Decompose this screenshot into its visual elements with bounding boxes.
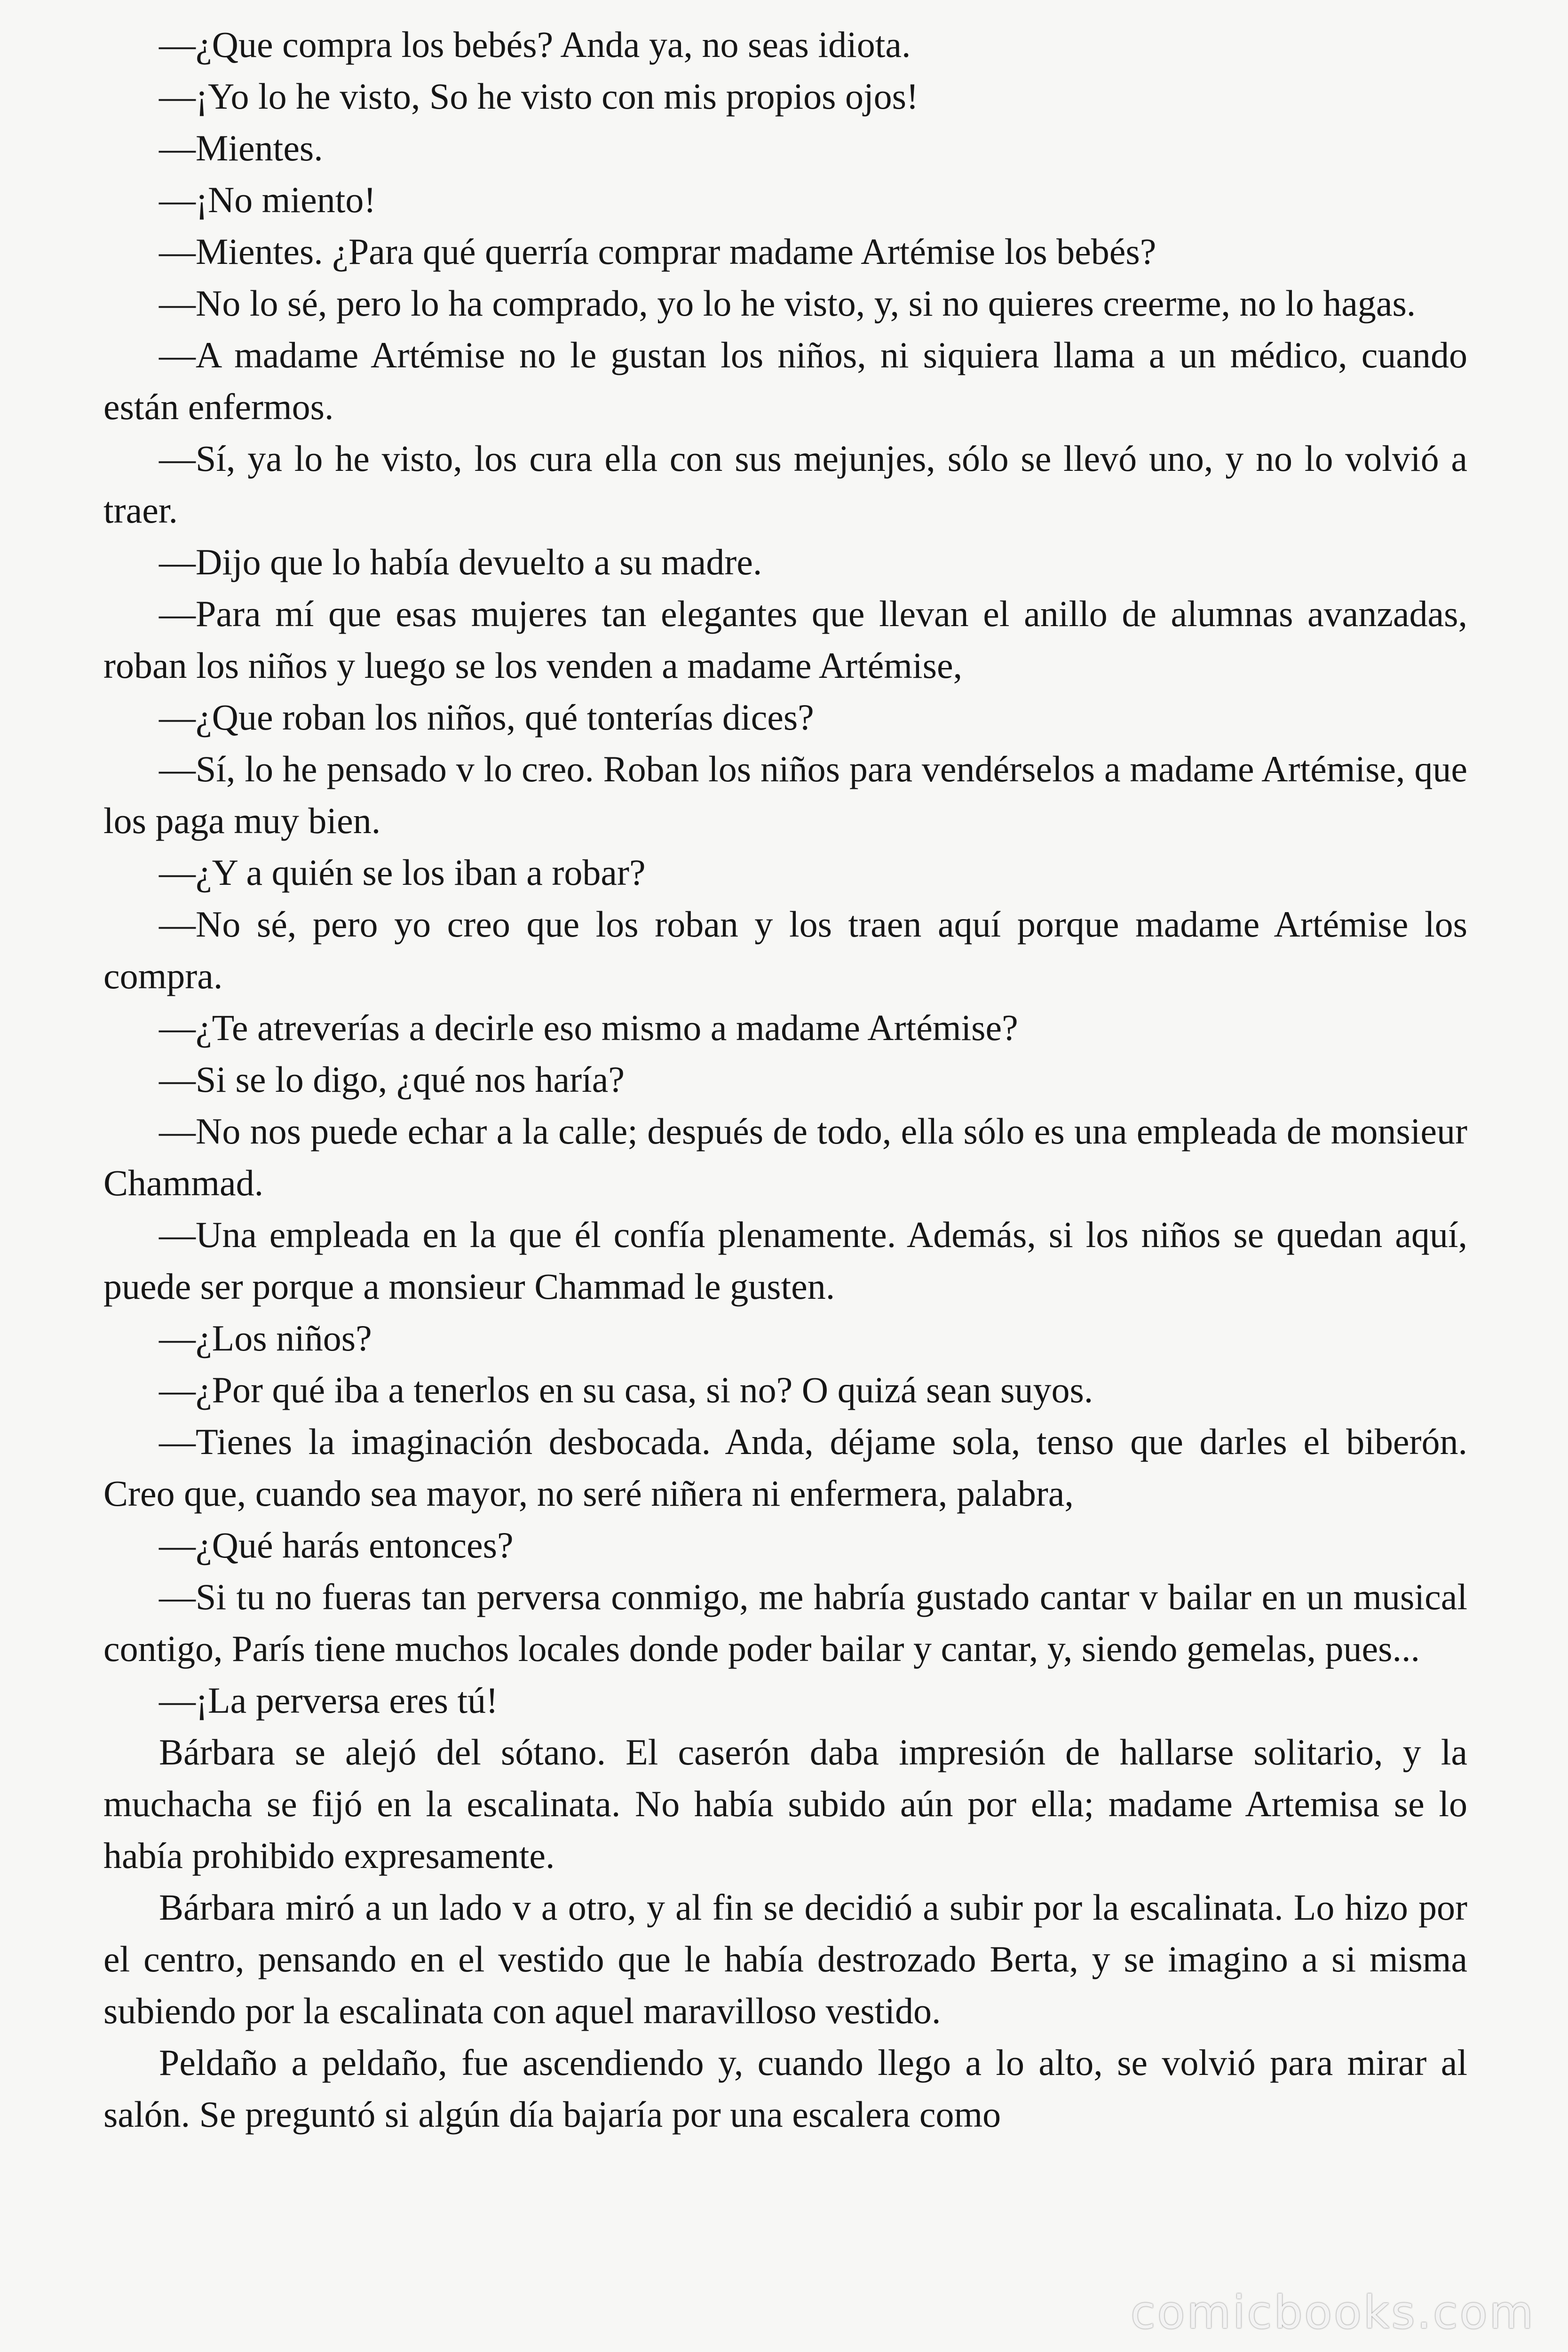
book-page bbox=[103, 19, 1467, 2324]
paragraph: —Para mí que esas mujeres tan elegantes que llevan el anillo de alumnas avanzadas, roban los niños y luego se los venden a madame Artémise, bbox=[103, 593, 1467, 686]
paragraph: —No lo sé, pero lo ha comprado, yo lo he visto, y, si no quieres creerme, no lo hagas. bbox=[159, 283, 1416, 324]
paragraph: —Mientes. ¿Para qué querría comprar madame Artémise los bebés? bbox=[159, 231, 1156, 272]
paragraph: —¿Por qué iba a tenerlos en su casa, si no? O quizá sean suyos. bbox=[159, 1369, 1093, 1410]
paragraph: —¿Que roban los niños, qué tonterías dices? bbox=[159, 697, 814, 738]
paragraph: —Una empleada en la que él confía plenamente. Además, si los niños se quedan aquí, puede ser porque a monsieur Chammad le gusten. bbox=[103, 1214, 1467, 1307]
paragraph: —¡La perversa eres tú! bbox=[159, 1680, 499, 1721]
paragraph: —Sí, ya lo he visto, los cura ella con sus mejunjes, sólo se llevó uno, y no lo volvió a traer. bbox=[103, 438, 1467, 531]
paragraph: —Dijo que lo había devuelto a su madre. bbox=[159, 541, 762, 582]
site-watermark: comicbooks.com bbox=[1130, 2286, 1535, 2339]
paragraph: —¿Los niños? bbox=[159, 1318, 372, 1359]
paragraph: Bárbara se alejó del sótano. El caserón daba impresión de hallarse solitario, y la muchacha se fijó en la escalinata. No había subido aún por ella; madame Artemisa se lo había prohibido expresamente. bbox=[103, 1732, 1467, 1876]
paragraph: —A madame Artémise no le gustan los niños, ni siquiera llama a un médico, cuando están enfermos. bbox=[103, 334, 1467, 427]
paragraph: —¡No miento! bbox=[159, 179, 376, 220]
paragraph: —Si se lo digo, ¿qué nos haría? bbox=[159, 1059, 625, 1100]
paragraph: Peldaño a peldaño, fue ascendiendo y, cuando llego a lo alto, se volvió para mirar al salón. Se preguntó si algún día bajaría por una escalera como bbox=[103, 2042, 1467, 2135]
paragraph: Bárbara miró a un lado v a otro, y al fin se decidió a subir por la escalinata. Lo hizo por el centro, pensando en el vestido que le había destrozado Berta, y se imagino a si misma subiendo por la escalinata con aquel maravilloso vestido. bbox=[103, 1887, 1467, 2031]
paragraph: —¿Te atreverías a decirle eso mismo a madame Artémise? bbox=[159, 1007, 1018, 1048]
paragraph: —No nos puede echar a la calle; después de todo, ella sólo es una empleada de monsieur Chammad. bbox=[103, 1111, 1467, 1203]
paragraph: —Sí, lo he pensado v lo creo. Roban los niños para vendérselos a madame Artémise, que los paga muy bien. bbox=[103, 748, 1467, 841]
paragraph: —¿Y a quién se los iban a robar? bbox=[159, 852, 646, 893]
paragraph: —¡Yo lo he visto, So he visto con mis propios ojos! bbox=[159, 76, 919, 117]
paragraph: —Mientes. bbox=[159, 127, 323, 168]
paragraph: —¿Qué harás entonces? bbox=[159, 1525, 514, 1565]
paragraph: —No sé, pero yo creo que los roban y los traen aquí porque madame Artémise los compra. bbox=[103, 904, 1467, 996]
paragraph: —¿Que compra los bebés? Anda ya, no seas idiota. bbox=[159, 24, 911, 65]
paragraph: —Si tu no fueras tan perversa conmigo, me habría gustado cantar v bailar en un musical contigo, París tiene muchos locales donde poder bailar y cantar, y, siendo gemelas, pues... bbox=[103, 1576, 1467, 1669]
paragraph: —Tienes la imaginación desbocada. Anda, déjame sola, tenso que darles el biberón. Creo que, cuando sea mayor, no seré niñera ni enfermera, palabra, bbox=[103, 1421, 1467, 1514]
